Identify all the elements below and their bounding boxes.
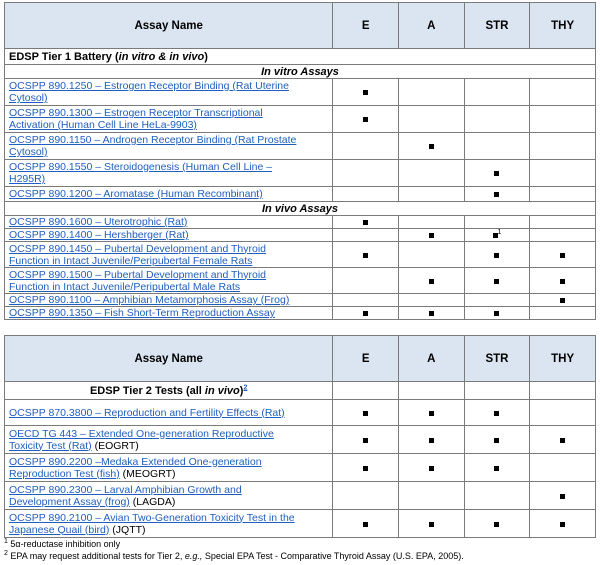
mark-e [333,229,399,242]
header-thy: THY [530,3,596,49]
vitro-subheader: In vitro Assays [5,65,596,79]
assay-name-cell [5,160,333,187]
mark-a [398,106,464,133]
mark-str [464,79,530,106]
mark-thy [530,454,596,482]
check-square-icon [560,494,565,499]
table-row [5,187,596,202]
mark-str [464,307,530,320]
footnote-marker: 1 [497,229,502,236]
check-square-icon [363,466,368,471]
mark-e [333,400,399,426]
tier1-section-row [5,49,596,65]
table-row [5,216,596,229]
mark-e [333,426,399,454]
mark-a [398,482,464,510]
mark-e [333,482,399,510]
assay-name-cell [5,133,333,160]
tier2-table [4,335,596,538]
assay-link[interactable]: OCSPP 890.2100 – Avian Two-Generation Toxicity Test in the Japanese Quail (bird) [9,511,295,536]
assay-link[interactable]: OCSPP 890.1450 – Pubertal Development and Thyroid Function in Intact Juvenile/Peripubertal Female Rats [9,242,267,267]
mark-str [464,187,530,202]
vitro-subheader-row [5,65,596,79]
header-str: STR [464,3,530,49]
mark-e [333,307,399,320]
check-square-icon [560,522,565,527]
mark-thy [530,106,596,133]
check-square-icon [560,298,565,303]
mark-e [333,160,399,187]
check-square-icon [494,253,499,258]
tier2-title: EDSP Tier 2 Tests (all in vivo)$^2$ [5,382,333,400]
mark-e [333,133,399,160]
mark-thy [530,79,596,106]
mark-str [464,510,530,538]
mark-str [464,294,530,307]
mark-thy [530,242,596,268]
mark-a [398,268,464,294]
check-square-icon [494,411,499,416]
assay-link[interactable]: OCSPP 890.1300 – Estrogen Receptor Transcriptional Activation (Human Cell Line HeLa-9903) [9,107,263,131]
tier2-header-assay-name: Assay Name [5,336,333,382]
table-row [5,106,596,133]
check-square-icon [494,171,499,176]
tier2-title-empty-e [333,382,399,400]
table-row [5,268,596,294]
assay-name-cell [5,454,333,482]
check-square-icon [429,311,434,316]
tier2-footnote-link[interactable]: 2 [243,383,248,391]
footnote-1: $^1$ 5α-reductase inhibition only [4,538,121,549]
check-square-icon [494,279,499,284]
check-square-icon [560,438,565,443]
assay-name-cell [5,510,333,538]
assay-link[interactable]: OCSPP 890.1100 – Amphibian Metamorphosis Assay (Frog) [9,294,290,306]
mark-str [464,426,530,454]
mark-str [464,482,530,510]
check-square-icon [494,438,499,443]
assay-link[interactable]: OCSPP 890.1150 – Androgen Receptor Binding (Rat Prostate Cytosol) [9,134,297,158]
assay-link[interactable]: OCSPP 890.1600 – Uterotrophic (Rat) [9,216,188,228]
check-square-icon [429,279,434,284]
mark-e [333,216,399,229]
check-square-icon [429,466,434,471]
check-square-icon [560,253,565,258]
tier2-header-row [5,336,596,382]
mark-a [398,307,464,320]
mark-thy [530,482,596,510]
check-square-icon [363,117,368,122]
check-square-icon [363,220,368,225]
mark-thy [530,294,596,307]
assay-abbrev: (EOGRT) [91,439,139,452]
mark-thy [530,187,596,202]
mark-a [398,510,464,538]
table-row [5,454,596,482]
tier2-title-empty-thy [530,382,596,400]
assay-name-cell [5,242,333,268]
table-row [5,133,596,160]
check-square-icon [363,90,368,95]
footnote-2: $^2$ EPA may request additional tests for Tier 2, e.g., Special EPA Test - Comparative Thyroid Assay (U.S. EPA, 2005). [4,550,464,561]
mark-thy [530,400,596,426]
tier2-header-thy: THY [530,336,596,382]
check-square-icon [429,522,434,527]
check-square-icon [560,279,565,284]
assay-link[interactable]: OCSPP 890.1500 – Pubertal Development and Thyroid Function in Intact Juvenile/Peripubertal Male Rats [9,268,267,293]
mark-str [464,400,530,426]
assay-name-cell [5,268,333,294]
vivo-subheader: In vivo Assays [5,202,596,216]
mark-str [464,106,530,133]
mark-e [333,510,399,538]
tier1-table [4,2,596,320]
mark-e [333,268,399,294]
assay-name-cell [5,426,333,454]
assay-name-cell [5,229,333,242]
assay-name-cell [5,216,333,229]
assay-link[interactable]: OCSPP 890.2300 – Larval Amphibian Growth and Development Assay (frog) [9,483,242,508]
table-row [5,79,596,106]
check-square-icon [363,438,368,443]
assay-link[interactable]: OCSPP 890.1550 – Steroidogenesis (Human Cell Line – H295R) [9,161,273,185]
tier2-header-a: A [398,336,464,382]
mark-thy [530,160,596,187]
table-row [5,229,596,242]
vivo-subheader-row [5,202,596,216]
header-e: E [333,3,399,49]
check-square-icon [429,438,434,443]
mark-thy [530,268,596,294]
table-row [5,510,596,538]
mark-thy [530,216,596,229]
header-row [5,3,596,49]
check-square-icon [494,466,499,471]
mark-e [333,454,399,482]
table-row [5,242,596,268]
mark-e [333,294,399,307]
assay-name-cell [5,187,333,202]
mark-str [464,454,530,482]
mark-thy [530,426,596,454]
table-row [5,307,596,320]
tier1-title: EDSP Tier 1 Battery (in vitro & in vivo) [5,49,596,65]
check-square-icon [494,192,499,197]
mark-thy [530,133,596,160]
check-square-icon [363,411,368,416]
assay-name-cell [5,79,333,106]
assay-name-cell [5,307,333,320]
mark-str [464,160,530,187]
check-square-icon [429,144,434,149]
mark-str [464,216,530,229]
assay-name-cell [5,400,333,426]
mark-str [464,133,530,160]
mark-thy [530,229,596,242]
tier2-title-empty-str [464,382,530,400]
assay-abbrev: (MEOGRT) [119,467,176,480]
header-a: A [398,3,464,49]
mark-a [398,79,464,106]
assay-link[interactable]: OCSPP 890.1250 – Estrogen Receptor Binding (Rat Uterine Cytosol) [9,80,289,104]
mark-str [464,242,530,268]
mark-e [333,79,399,106]
check-square-icon [363,311,368,316]
check-square-icon [363,522,368,527]
mark-str [464,268,530,294]
assay-link[interactable]: OCSPP 870.3800 – Reproduction and Fertility Effects (Rat) [9,406,285,419]
mark-a [398,229,464,242]
mark-thy [530,307,596,320]
mark-e [333,242,399,268]
check-square-icon [494,522,499,527]
tier2-title-empty-a [398,382,464,400]
mark-a [398,160,464,187]
header-assay-name: Assay Name [5,3,333,49]
check-square-icon [429,411,434,416]
mark-str [464,229,530,242]
table-row [5,400,596,426]
assay-name-cell [5,106,333,133]
mark-a [398,133,464,160]
check-square-icon [494,311,499,316]
table-row [5,482,596,510]
tier2-header-str: STR [464,336,530,382]
mark-a [398,216,464,229]
mark-a [398,242,464,268]
assay-link[interactable]: OECD TG 443 – Extended One-generation Reproductive Toxicity Test (Rat) [9,427,274,452]
mark-e [333,187,399,202]
mark-a [398,454,464,482]
tier2-header-e: E [333,336,399,382]
check-square-icon [429,233,434,238]
tier2-section-row [5,382,596,400]
assay-abbrev: (JQTT) [109,523,146,536]
table-row [5,426,596,454]
assay-abbrev: (LAGDA) [129,495,176,508]
check-square-icon [363,253,368,258]
mark-e [333,106,399,133]
table-row [5,160,596,187]
mark-a [398,294,464,307]
mark-a [398,187,464,202]
assay-link[interactable]: OCSPP 890.1400 – Hershberger (Rat) [9,229,189,241]
assay-name-cell [5,482,333,510]
table-row [5,294,596,307]
assay-link[interactable]: OCSPP 890.1350 – Fish Short-Term Reproduction Assay [9,307,275,319]
mark-a [398,400,464,426]
mark-thy [530,510,596,538]
mark-a [398,426,464,454]
assay-name-cell [5,294,333,307]
assay-link[interactable]: OCSPP 890.2200 –Medaka Extended One-generation Reproduction Test (fish) [9,455,262,480]
assay-link[interactable]: OCSPP 890.1200 – Aromatase (Human Recombinant) [9,188,263,200]
